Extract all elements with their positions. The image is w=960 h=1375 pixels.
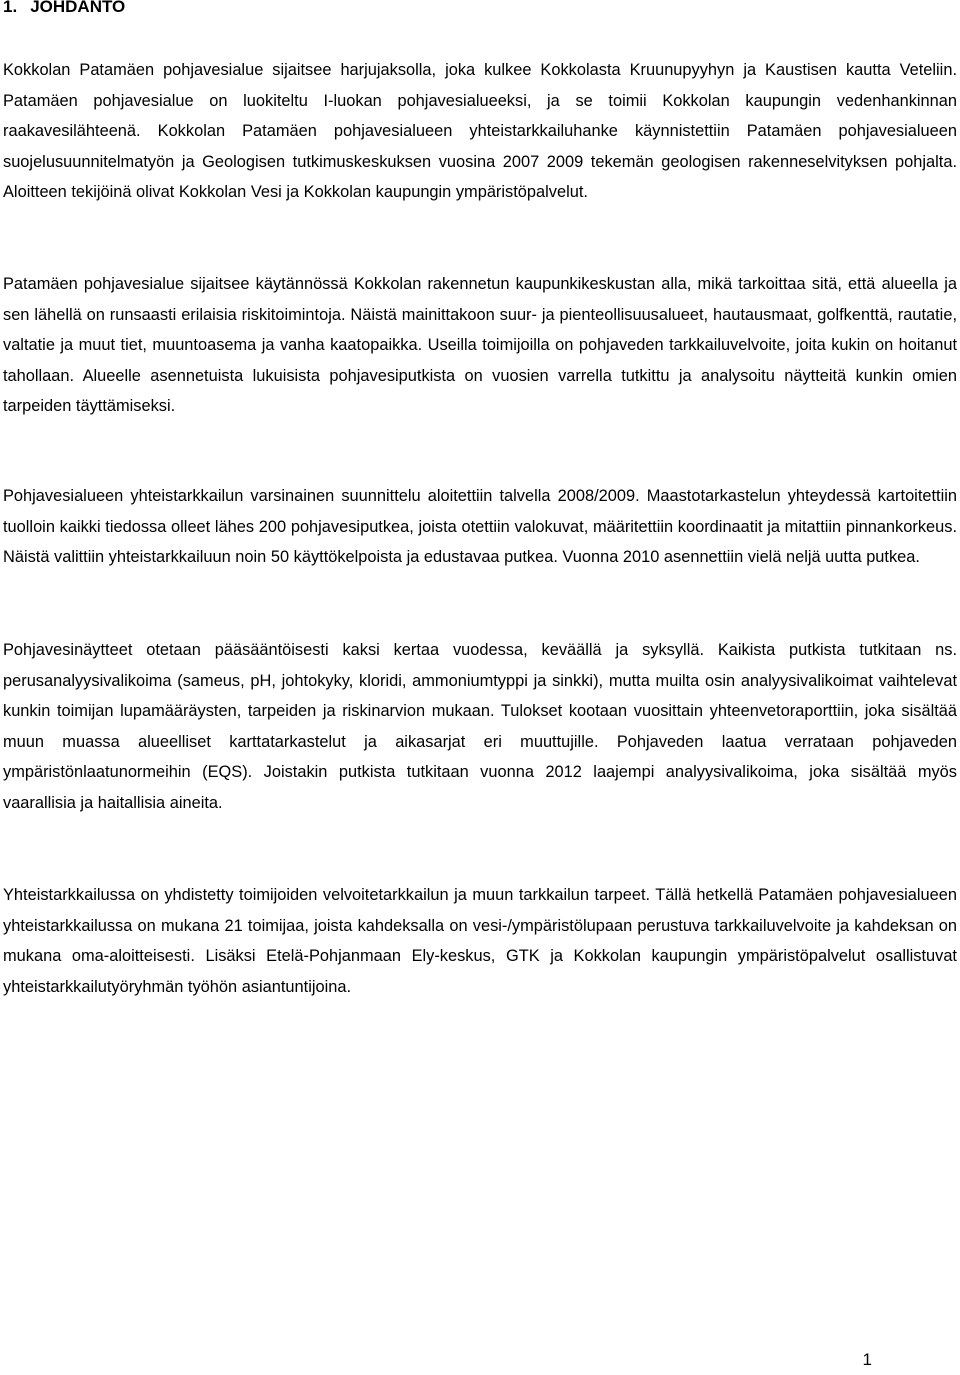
paragraph-3: Pohjavesialueen yhteistarkkailun varsinainen suunnittelu aloitettiin talvella 2008/2009. Maastotarkastelun yhteydessä kartoitettiin tuolloin kaikki tiedossa olleet lähes 200 pohjavesiputkea, joista otettiin valokuvat, määritettiin koordinaatit ja mitattiin pinnankorkeus. Näistä valittiin yhteistarkkailuun noin 50 käyttökelpoista ja edustavaa putkea. Vuonna 2010 asennettiin vielä neljä uutta putkea. [3,487,957,567]
section-title: JOHDANTO [30,0,126,16]
paragraph-4: Pohjavesinäytteet otetaan pääsääntöisesti kaksi kertaa vuodessa, keväällä ja syksyllä. Kaikista putkista tutkitaan ns. perusanalyysivalikoima (sameus, pH, johtokyky, kloridi, ammoniumtyppi ja sinkki), mutta muilta osin analyysivalikoimat vaihtelevat kunkin toimijan lupamääräysten, tarpeiden ja riskinarvion mukaan. Tulokset kootaan vuosittain yhteenvetoraporttiin, joka sisältää muun muassa alueelliset karttatarkastelut ja aikasarjat eri muuttujille. Pohjaveden laatua verrataan pohjaveden ympäristönlaatunormeihin (EQS). Joistakin putkista tutkitaan vuonna 2012 laajempi analyysivalikoima, joka sisältää myös vaarallisia ja haitallisia aineita. [3,641,957,812]
section-number: 1. [3,0,18,16]
paragraph-2: Patamäen pohjavesialue sijaitsee käytännössä Kokkolan rakennetun kaupunkikeskustan alla, mikä tarkoittaa sitä, että alueella ja sen lähellä on runsaasti erilaisia riskitoimintoja. Näistä mainittakoon suur- ja pienteollisuusalueet, hautausmaat, golfkenttä, rautatie, valtatie ja muut tiet, muuntoasema ja vanha kaatopaikka. Useilla toimijoilla on pohjaveden tarkkailuvelvoite, joita kukin on hoitanut tahollaan. Alueelle asennetuista lukuisista pohjavesiputkista on vuosien varrella tutkittu ja analysoitu näytteitä kunkin omien tarpeiden täyttämiseksi. [3,275,957,416]
section-heading [3,0,125,19]
page-number: 1 [862,1350,872,1369]
paragraph-5: Yhteistarkkailussa on yhdistetty toimijoiden velvoitetarkkailun ja muun tarkkailun tarpeet. Tällä hetkellä Patamäen pohjavesialueen yhteistarkkailussa on mukana 21 toimijaa, joista kahdeksalla on vesi-/ympäristölupaan perustuva tarkkailuvelvoite ja kahdeksan on mukana oma-aloitteisesti. Lisäksi Etelä-Pohjanmaan Ely-keskus, GTK ja Kokkolan kaupungin ympäristöpalvelut osallistuvat yhteistarkkailutyöryhmän työhön asiantuntijoina. [3,886,957,996]
paragraph-1: Kokkolan Patamäen pohjavesialue sijaitsee harjujaksolla, joka kulkee Kokkolasta Kruunupyyhyn ja Kaustisen kautta Veteliin. Patamäen pohjavesialue on luokiteltu I-luokan pohjavesialueeksi, ja se toimii Kokkolan kaupungin vedenhankinnan raakavesilähteenä. Kokkolan Patamäen pohjavesialueen yhteistarkkailuhanke käynnistettiin Patamäen pohjavesialueen suojelusuunnitelmatyön ja Geologisen tutkimuskeskuksen vuosina 2007 2009 tekemän geologisen rakenneselvityksen pohjalta. Aloitteen tekijöinä olivat Kokkolan Vesi ja Kokkolan kaupungin ympäristöpalvelut. [3,61,957,202]
